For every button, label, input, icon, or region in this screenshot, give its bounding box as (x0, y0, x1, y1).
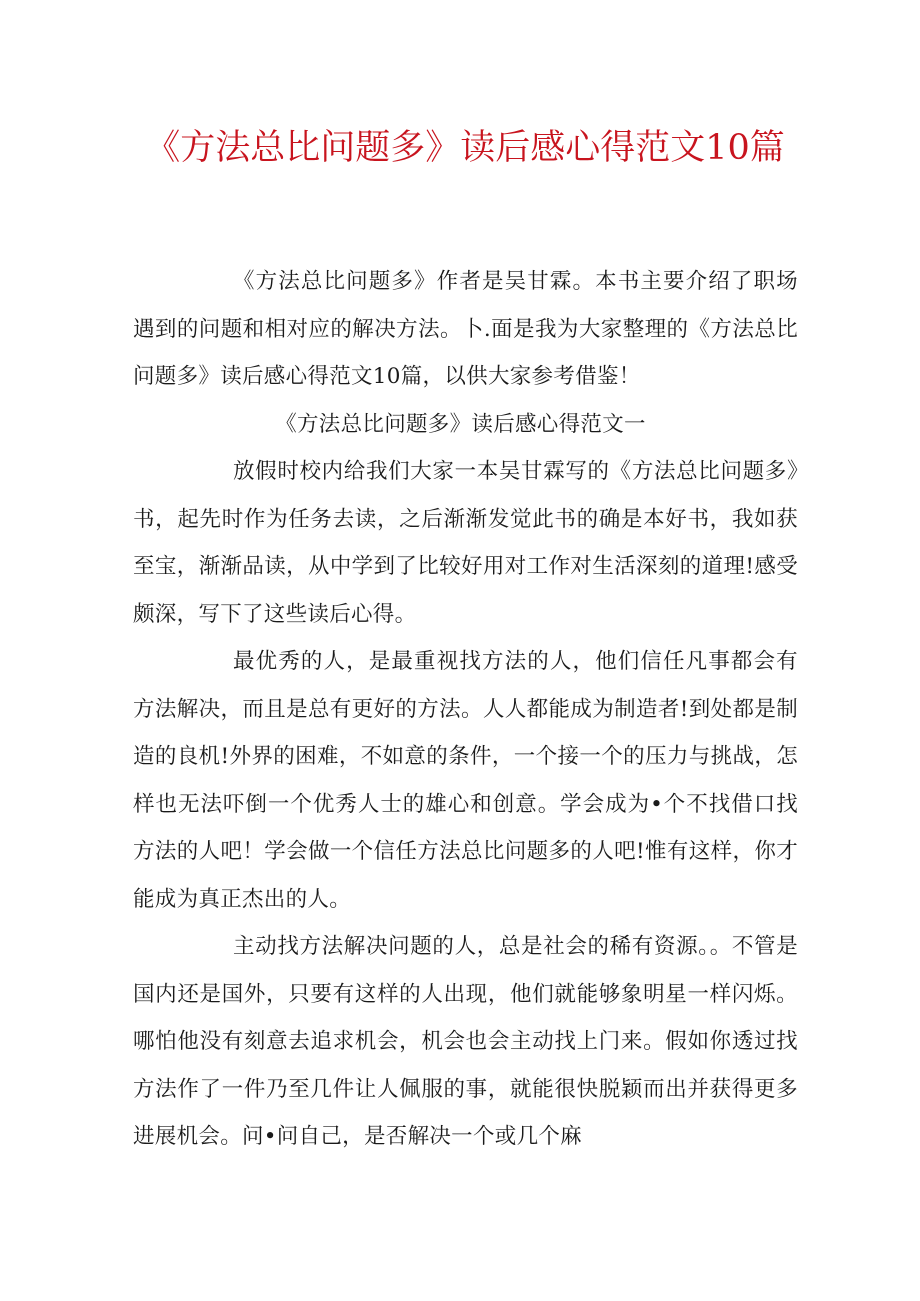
section-heading: 《方法总比问题多》读后感心得范文一 (275, 411, 646, 437)
body-paragraph-3: 主动找方法解决问题的人，总是社会的稀有资源。。不管是国内还是国外，只要有这样的人出现，他们就能够象明星一样闪烁。哪怕他没有刻意去追求机会，机会也会主动找上门来。假如你透过找方法作了一件乃至几件让人佩服的事，就能很快脱颖而出并获得更多进展机会。问•问自己，是否解决一个或几个麻 (133, 934, 798, 1149)
document-title: 《方法总比问题多》读后感心得范文10篇 (145, 128, 785, 168)
body-paragraph-1: 放假时校内给我们大家一本吴甘霖写的《方法总比问题多》书，起先时作为任务去读，之后渐渐发觉此书的确是本好书，我如获至宝，渐渐品读，从中学到了比较好用对工作对生活深刻的道理!感受颇深，写下了这些读后心得。 (133, 459, 798, 627)
document-body (133, 258, 798, 1161)
body-paragraph-2: 最优秀的人，是最重视找方法的人，他们信任凡事都会有方法解决，而且是总有更好的方法。人人都能成为制造者!到处都是制造的良机!外界的困难，不如意的条件，一个接一个的压力与挑战，怎样也无法吓倒一个优秀人士的雄心和创意。学会成为•个不找借口找方法的人吧！学会做一个信任方法总比问题多的人吧!惟有这样，你才能成为真正杰出的人。 (133, 649, 798, 912)
intro-paragraph: 《方法总比问题多》作者是吴甘霖。本书主要介绍了职场遇到的问题和相对应的解决方法。卜.面是我为大家整理的《方法总比问题多》读后感心得范文10篇，以供大家参考借鉴！ (133, 269, 798, 389)
